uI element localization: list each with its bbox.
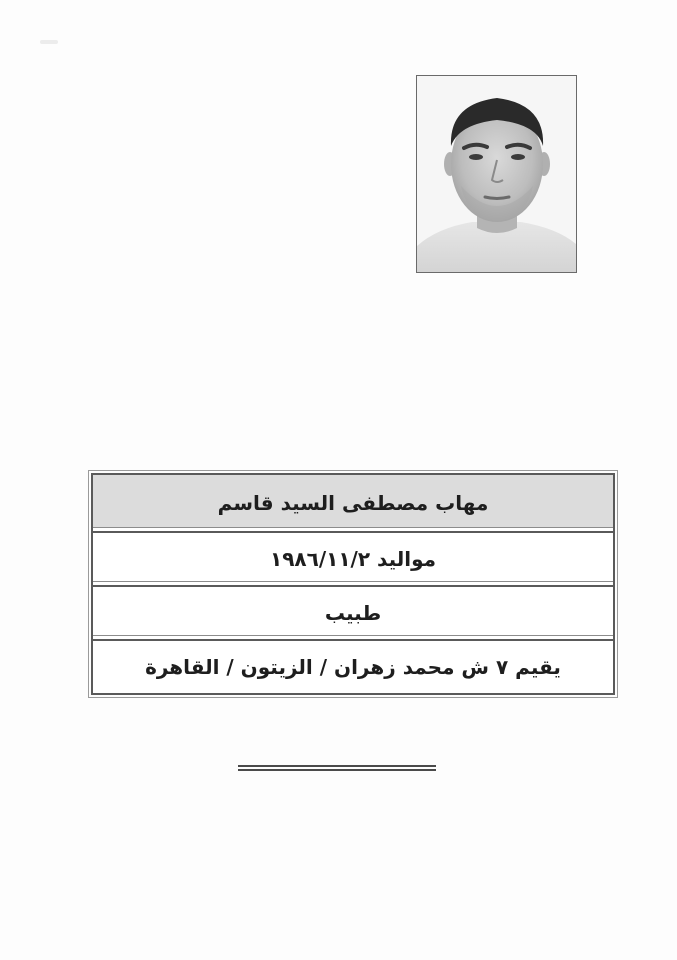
scan-speck [40, 40, 58, 44]
address: يقيم ٧ ش محمد زهران / الزيتون / القاهرة [145, 655, 561, 679]
address-row [93, 641, 613, 693]
info-table [91, 473, 615, 695]
name-row [93, 475, 613, 533]
full-name: مهاب مصطفى السيد قاسم [217, 491, 489, 515]
birth-row [93, 533, 613, 587]
occupation: طبيب [324, 601, 382, 625]
birth-date: مواليد ١٩٨٦/١١/٢ [269, 547, 437, 571]
double-divider-line [238, 765, 436, 771]
portrait-photo [416, 75, 577, 273]
occupation-row [93, 587, 613, 641]
